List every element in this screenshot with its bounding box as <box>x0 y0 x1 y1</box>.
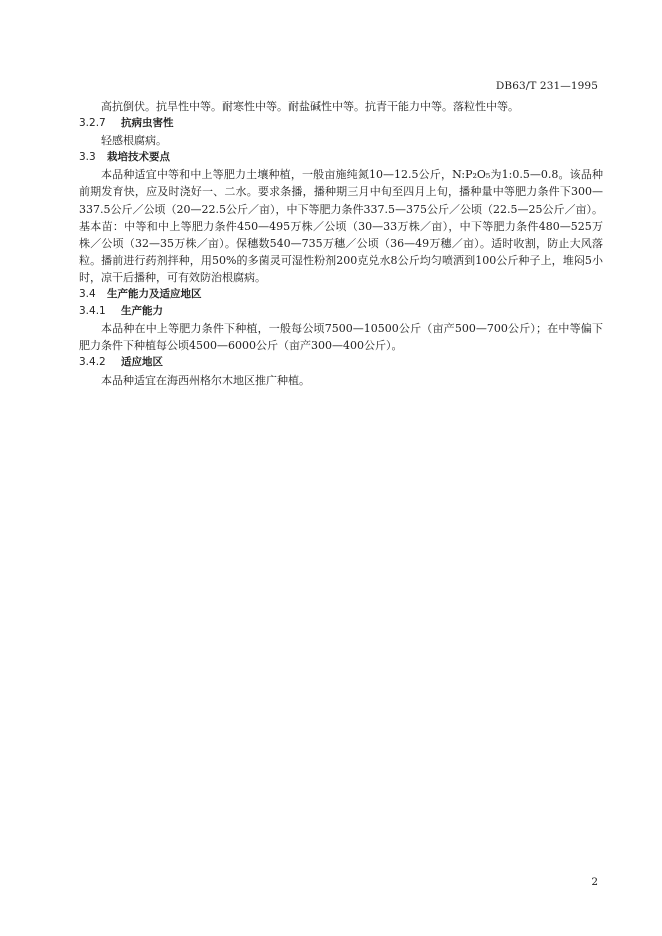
section-number: 3.3 <box>79 151 96 164</box>
section-number: 3.2.7 <box>79 117 106 130</box>
section-3-3-heading <box>79 149 603 166</box>
paragraph-cultivation: 本品种适宜中等和中上等肥力土壤种植，一般亩施纯氮10—12.5公斤，N:P₂O₅为1:0.5—0.8。该品种前期发育快，应及时浇好一、二水。要求条播，播种期三月中旬至四月上旬，播种量中等肥力条件下300—337.5公斤／公顷（20—22.5公斤／亩），中下等肥力条件337.5—375公斤／公顷（22.5—25公斤／亩）。基本苗：中等和中上等肥力条件450—495万株／公顷（30—33万株／亩），中下等肥力条件480—525万株／公顷（32—35万株／亩）。保穗数540—735万穗／公顷（36—49万穗／亩）。适时收割，防止大风落粒。播前进行药剂拌种，用50%的多菌灵可湿性粉剂200克兑水8公斤均匀喷洒到100公斤种子上，堆闷5小时，凉干后播种，可有效防治根腐病。 <box>79 168 603 284</box>
section-number: 3.4.1 <box>79 305 106 318</box>
paragraph-disease-resistance: 轻感根腐病。 <box>101 134 167 148</box>
paragraph-suitable-region: 本品种适宜在海西州格尔木地区推广种植。 <box>101 373 310 387</box>
section-3-2-7-heading <box>79 115 603 132</box>
section-title: 栽培技术要点 <box>107 151 170 164</box>
section-3-4-heading <box>79 286 603 303</box>
section-title: 生产能力 <box>121 305 163 318</box>
section-number: 3.4.2 <box>79 356 106 369</box>
section-title: 生产能力及适应地区 <box>107 288 202 301</box>
section-title: 抗病虫害性 <box>121 117 174 130</box>
document-code: DB63/T 231—1995 <box>495 80 598 92</box>
section-3-4-2-heading <box>79 354 603 371</box>
section-title: 适应地区 <box>121 356 163 369</box>
section-3-4-1-heading <box>79 303 603 320</box>
paragraph-lodging-resistance: 高抗倒伏。抗旱性中等。耐寒性中等。耐盐碱性中等。抗青干能力中等。落粒性中等。 <box>101 100 519 113</box>
document-body <box>79 98 603 389</box>
page-number: 2 <box>591 876 598 888</box>
section-number: 3.4 <box>79 288 96 301</box>
paragraph-production-capacity: 本品种在中上等肥力条件下种植，一般每公顷7500—10500公斤（亩产500—700公斤）；在中等偏下肥力条件下种植每公顷4500—6000公斤（亩产300—400公斤）。 <box>79 322 603 353</box>
